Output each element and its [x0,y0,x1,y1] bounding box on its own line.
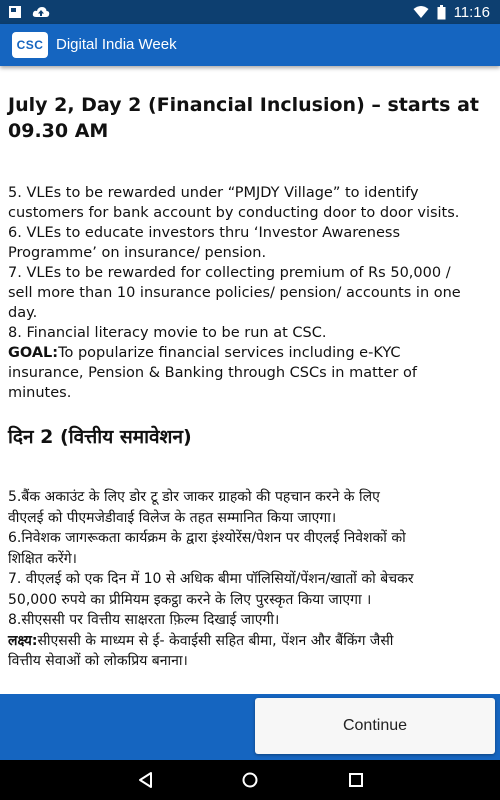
text-line: 6.निवेशक जागरूकता कार्यक्रम के द्वारा इंश्योरेंस/पेशन पर वीएलई निवेशकों को [8,530,406,546]
text-line: sell more than 10 insurance policies/ pension/ accounts in one [8,285,461,301]
content-area[interactable] [0,66,500,694]
recents-icon[interactable] [346,770,366,790]
text-line: 7. वीएलई को एक दिन में 10 से अधिक बीमा पॉलिसियों/पेंशन/खातों को बेचकर [8,571,414,587]
text-line: वित्तीय सेवाओं को लोकप्रिय बनाना। [8,653,188,669]
text-line: Programme’ on insurance/ pension. [8,245,267,261]
text-line: 8. Financial literacy movie to be run at CSC. [8,325,327,341]
clock: 11:16 [453,3,490,21]
hindi-goal-text: सीएससी के माध्यम से ई- केवाईसी सहित बीमा, पेंशन और बैंकिंग जैसी [37,632,394,649]
goal-line [8,343,492,363]
bottom-action-bar [0,694,500,760]
back-icon[interactable] [136,770,156,790]
english-body [8,183,492,403]
text-line: minutes. [8,385,72,401]
text-line: वीएलई को पीएमजेडीवाई विलेज के तहत सम्मानित किया जाएगा। [8,509,337,526]
square-notification-icon [8,5,22,19]
status-bar-system [413,3,490,21]
hindi-goal-line [8,631,492,652]
status-bar [0,0,500,24]
text-line: 5.बैंक अकाउंट के लिए डोर टू डोर जाकर ग्राहको की पहचान करने के लिए [8,489,380,505]
hindi-body [8,487,492,672]
navigation-bar [0,760,500,800]
wifi-icon [413,5,429,19]
english-heading [8,92,478,144]
app-bar [0,24,500,66]
battery-icon [437,5,446,20]
status-bar-notifications [8,3,50,21]
text-line: day. [8,305,38,321]
hindi-heading: दिन 2 (वित्तीय समावेशन) [8,426,192,448]
continue-button[interactable]: Continue [255,698,495,754]
hindi-goal-label: लक्ष्य: [8,632,38,649]
text-line: 8.सीएससी पर वित्तीय साक्षरता फ़िल्म दिखाई जाएगी। [8,612,280,628]
cloud-upload-icon [32,5,50,19]
csc-logo [12,32,48,58]
text-line: 6. VLEs to educate investors thru ‘Investor Awareness [8,225,401,241]
goal-label: GOAL: [8,345,59,361]
text-line: 50,000 रुपये का प्रीमियम इकट्ठा करने के लिए पुरस्कृत किया जाएगा । [8,591,372,608]
text-line: insurance, Pension & Banking through CSCs in matter of [8,365,417,381]
heading-line: July 2, Day 2 (Financial Inclusion) – starts at [8,94,479,116]
text-line: 7. VLEs to be rewarded for collecting premium of Rs 50,000 / [8,265,451,281]
heading-line: 09.30 AM [8,120,109,142]
goal-text: To popularize financial services including e-KYC [58,345,401,361]
logo-text: CSC [16,38,44,52]
text-line: 5. VLEs to be rewarded under “PMJDY Village” to identify [8,185,419,201]
text-line: customers for bank account by conducting door to door visits. [8,205,460,221]
text-line: शिक्षित करेंगे। [8,550,77,567]
home-icon[interactable] [240,770,260,790]
app-title: Digital India Week [56,36,177,53]
